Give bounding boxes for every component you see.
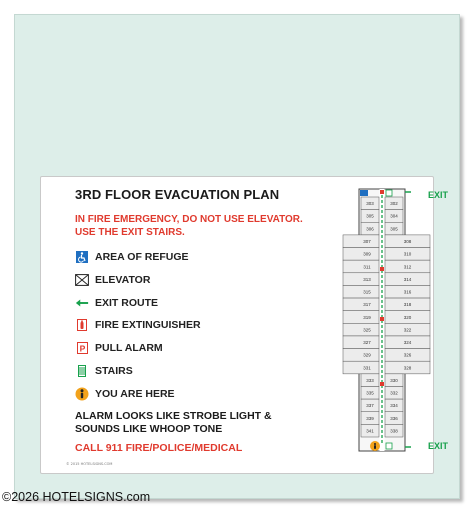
legend-item-fire-extinguisher: [75, 317, 295, 333]
legend-label: PULL ALARM: [95, 342, 163, 354]
room-number-label: 310: [403, 251, 412, 257]
room-number-label: 322: [403, 327, 412, 333]
room-313: [343, 273, 379, 286]
room-number-label: 337: [366, 403, 374, 409]
room-325: [343, 323, 379, 336]
room-309: [343, 248, 379, 261]
stairs-marker-top: [386, 190, 392, 196]
room-number-label: 312: [403, 264, 412, 270]
room-number-label: 302: [390, 201, 398, 207]
fineprint: © 2015 HOTELSIGNS.COM: [66, 462, 113, 466]
you-are-here-icon: [75, 387, 89, 401]
room-number-label: 319: [363, 314, 371, 320]
room-number-label: 330: [390, 377, 398, 383]
room-number-label: 320: [403, 314, 412, 320]
room-number-label: 326: [403, 352, 412, 358]
legend-item-exit-route: [75, 295, 295, 311]
room-number-label: 315: [363, 289, 371, 295]
legend-label: AREA OF REFUGE: [95, 251, 189, 263]
arrow-left-icon: [75, 296, 89, 310]
room-number-label: 329: [363, 352, 371, 358]
floor-plan-map: [341, 187, 433, 457]
room-319: [343, 311, 379, 324]
room-number-label: 325: [363, 327, 371, 333]
room-number-label: 305: [366, 213, 374, 219]
legend-item-stairs: [75, 363, 295, 379]
room-number-label: 304: [390, 213, 398, 219]
room-number-label: 333: [366, 377, 374, 383]
room-329: [343, 349, 379, 362]
alarm-note: ALARM LOOKS LIKE STROBE LIGHT & SOUNDS LIKE WHOOP TONE: [75, 410, 272, 435]
floor-plan: [341, 187, 449, 462]
legend-label: YOU ARE HERE: [95, 388, 175, 400]
room-307: [343, 235, 379, 248]
room-number-label: 314: [403, 276, 412, 282]
room-number-label: 308: [403, 239, 412, 245]
room-315: [343, 285, 379, 298]
sign-title: 3RD FLOOR EVACUATION PLAN: [75, 187, 280, 202]
copyright-text: ©2026 HOTELSIGNS.com: [2, 490, 151, 504]
room-number-label: 316: [403, 289, 412, 295]
room-number-label: 328: [403, 365, 412, 371]
room-311: [343, 260, 379, 273]
room-number-label: 309: [363, 251, 371, 257]
legend-item-area-of-refuge: [75, 249, 295, 265]
legend-label: EXIT ROUTE: [95, 297, 159, 309]
evacuation-sign: [40, 176, 449, 474]
elevator-icon: [75, 273, 89, 287]
exit-label-top: EXIT: [428, 190, 449, 200]
legend-label: STAIRS: [95, 365, 133, 377]
legend-label: FIRE EXTINGUISHER: [95, 319, 201, 331]
room-number-label: 324: [403, 340, 412, 346]
room-number-label: 335: [366, 390, 374, 396]
accessibility-icon: [75, 250, 89, 264]
room-number-label: 318: [403, 302, 412, 308]
room-number-label: 336: [390, 415, 398, 421]
room-317: [343, 298, 379, 311]
room-number-label: 305: [390, 226, 398, 232]
room-number-label: 317: [363, 302, 371, 308]
emergency-call-text: CALL 911 FIRE/POLICE/MEDICAL: [75, 442, 243, 454]
stairs-marker-bottom: [386, 443, 392, 449]
legend-item-elevator: [75, 272, 295, 288]
pull-alarm-icon: [75, 341, 89, 355]
room-number-label: 307: [363, 239, 371, 245]
fire-warning-text: IN FIRE EMERGENCY, DO NOT USE ELEVATOR. USE THE EXIT STAIRS.: [75, 214, 303, 238]
room-number-label: 327: [363, 340, 371, 346]
room-number-label: 338: [390, 428, 398, 434]
room-number-label: 313: [363, 276, 371, 282]
room-number-label: 332: [390, 390, 398, 396]
legend-item-you-are-here: [75, 386, 295, 402]
room-number-label: 303: [366, 201, 374, 207]
stairs-icon: [75, 364, 89, 378]
room-number-label: 341: [366, 428, 374, 434]
legend-label: ELEVATOR: [95, 274, 151, 286]
room-331: [343, 361, 379, 374]
room-number-label: 334: [390, 403, 398, 409]
legend-item-pull-alarm: [75, 340, 295, 356]
exit-label-bottom: EXIT: [428, 441, 449, 451]
room-number-label: 311: [363, 264, 371, 270]
area-of-refuge-marker: [360, 190, 368, 196]
svg-text:P: P: [79, 343, 85, 354]
room-number-label: 331: [363, 365, 371, 371]
room-number-label: 339: [366, 415, 374, 421]
fire-extinguisher-icon: [75, 318, 89, 332]
room-number-label: 306: [366, 226, 374, 232]
room-327: [343, 336, 379, 349]
